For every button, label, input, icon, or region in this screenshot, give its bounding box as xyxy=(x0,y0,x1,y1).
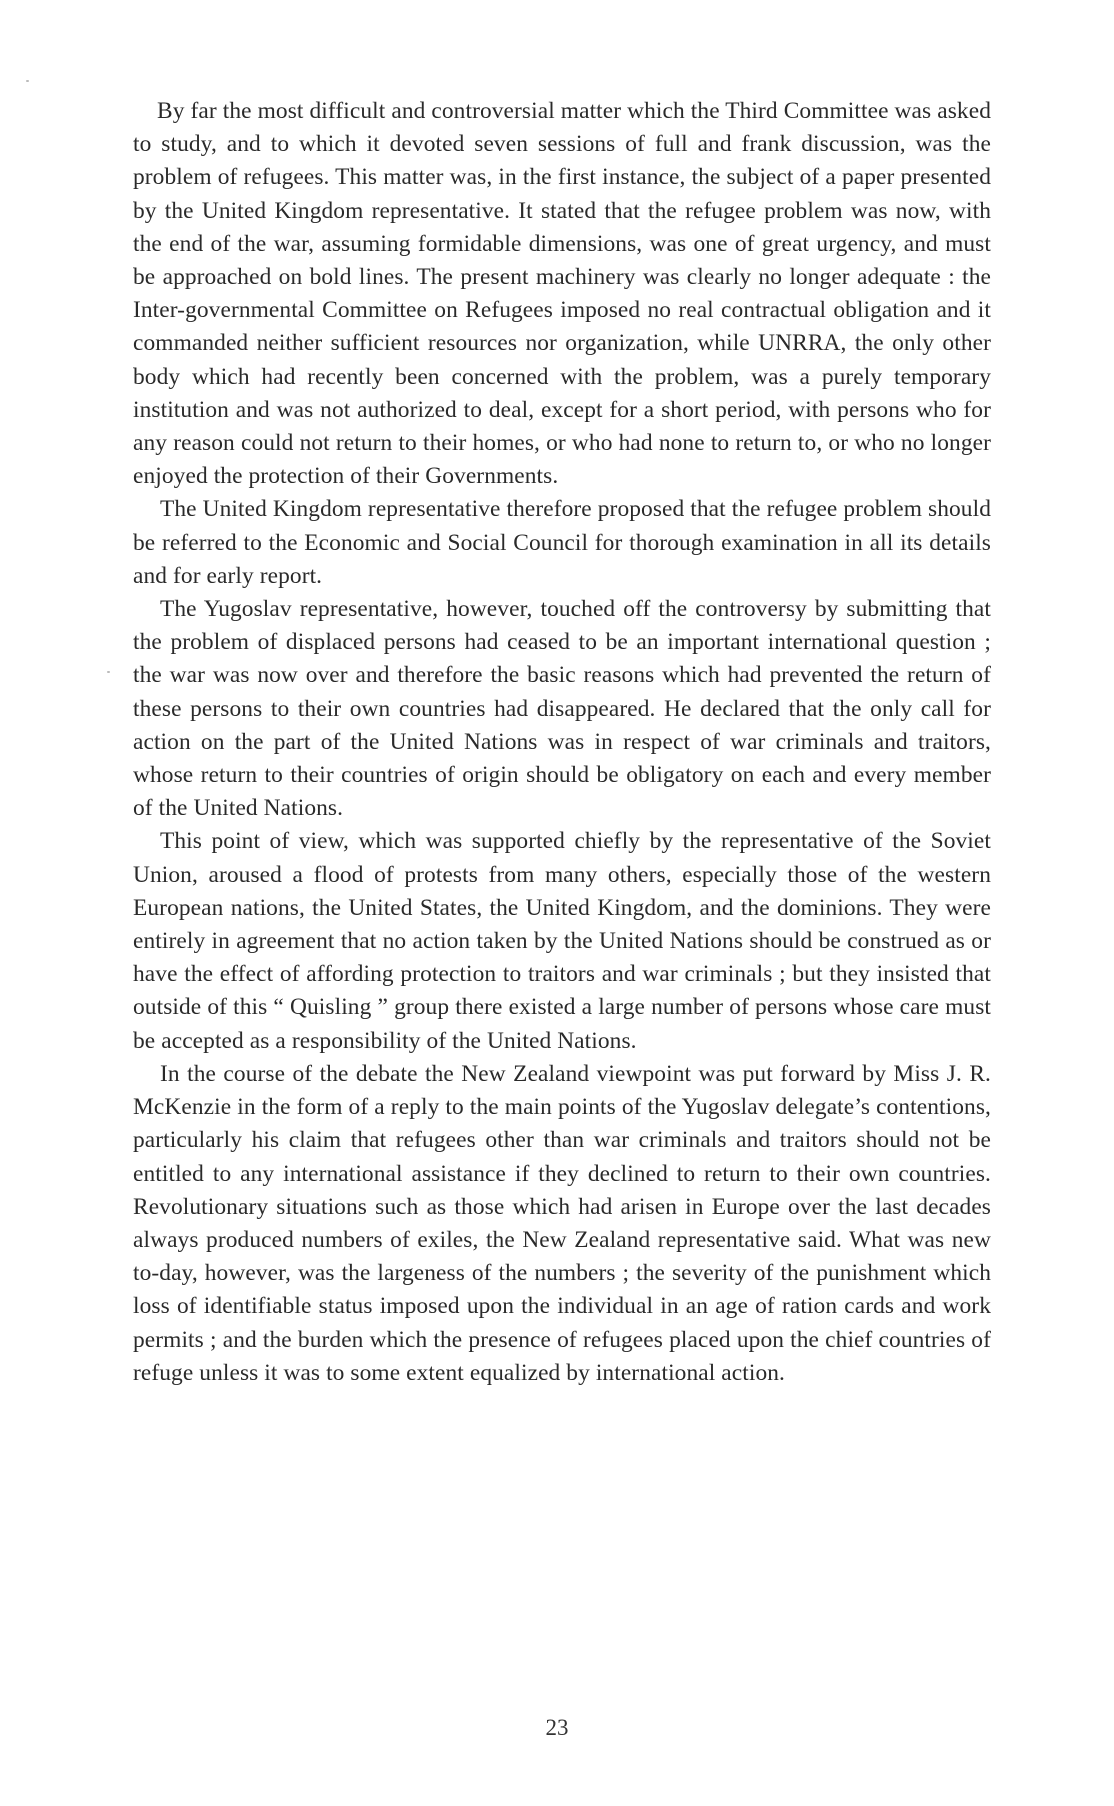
page-body xyxy=(133,95,991,1390)
paragraph-protests: This point of view, which was supported chiefly by the representative of the Soviet Union, aroused a flood of protests from many others, especially those of the western European nations, the United States, the United Kingdom, and the dominions. They were entirely in agreement that no action taken by the United Nations should be construed as or have the effect of affording protection to traitors and war criminals ; but they insisted that outside of this “ Quisling ” group there existed a large number of persons whose care must be accepted as a responsibility of the United Nations. xyxy=(133,828,991,1054)
page-number: 23 xyxy=(545,1715,569,1740)
paragraph-uk-proposal: The United Kingdom representative therefore proposed that the refugee problem should be referred to the Economic and Social Council for thorough examination in all its details and for early report. xyxy=(133,496,991,589)
paragraph-yugoslav-position: The Yugoslav representative, however, touched off the controversy by submitting that the problem of displaced persons had ceased to be an important international question ; the war was now over and therefore the basic reasons which had prevented the return of these persons to their own countries had disappeared. He declared that the only call for action on the part of the United Nations was in respect of war criminals and traitors, whose return to their countries of origin should be obligatory on each and every member of the United Nations. xyxy=(133,596,991,822)
scan-speck xyxy=(26,80,29,82)
paragraph-new-zealand-viewpoint: In the course of the debate the New Zealand viewpoint was put forward by Miss J. R. McKenzie in the form of a reply to the main points of the Yugoslav delegate’s contentions, particularly his claim that refugees other than war criminals and traitors should not be entitled to any international assistance if they declined to return to their own countries. Revolutionary situations such as those which had arisen in Europe over the last decades always produced numbers of exiles, the New Zealand representative said. What was new to-day, however, was the largeness of the numbers ; the severity of the punishment which loss of identifiable status imposed upon the individual in an age of ration cards and work permits ; and the burden which the presence of refugees placed upon the chief countries of refuge unless it was to some extent equalized by international action. xyxy=(133,1060,991,1386)
scan-speck xyxy=(107,671,110,673)
paragraph-refugee-problem: By far the most difficult and controversial matter which the Third Committee was asked to study, and to which it devoted seven sessions of full and frank discussion, was the problem of refugees. This matter was, in the first instance, the subject of a paper presented by the United Kingdom representative. It stated that the refugee problem was now, with the end of the war, assuming formidable dimensions, was one of great urgency, and must be approached on bold lines. The present machinery was clearly no longer adequate : the Inter-governmental Committee on Refugees imposed no real contractual obligation and it commanded neither sufficient resources nor organization, while UNRRA, the only other body which had recently been concerned with the problem, was a purely temporary institution and was not authorized to deal, except for a short period, with persons who for any reason could not return to their homes, or who had none to return to, or who no longer enjoyed the protection of their Governments. xyxy=(133,98,991,490)
